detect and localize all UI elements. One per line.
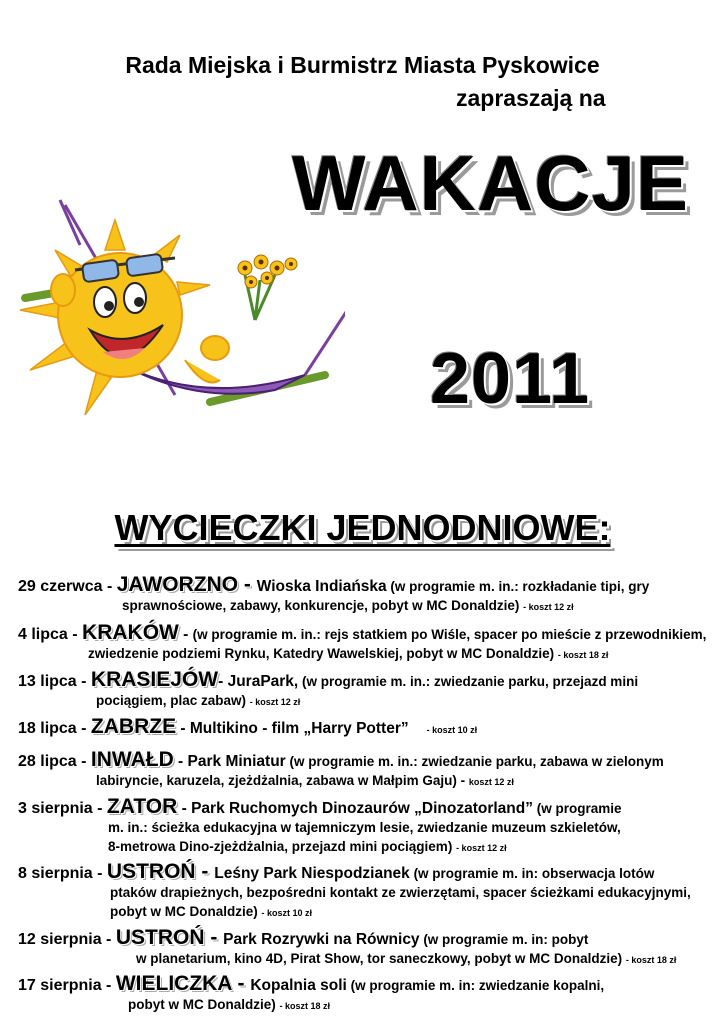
trip-desc-cont: m. in.: ścieżka edukacyjna w tajemniczym lesie, zwiedzanie muzeum szkieletów, bbox=[108, 820, 621, 835]
trip-desc-cont: zwiedzenie podziemi Rynku, Katedry Wawelskiej, pobyt w MC Donaldzie) bbox=[88, 646, 558, 661]
trip-desc: (w programie bbox=[533, 801, 622, 816]
trip-attraction: - Multikino - film „Harry Potter” bbox=[176, 720, 409, 737]
trip-attraction: Wioska Indiańska bbox=[256, 578, 387, 595]
trip-desc-cont: ptaków drapieżnych, bezpośredni kontakt ze zwierzętami, spacer ścieżkami edukacyjnymi, bbox=[110, 885, 691, 900]
trip-item bbox=[18, 575, 718, 617]
trip-attraction: Park Rozrywki na Równicy bbox=[223, 931, 420, 948]
trip-attraction: - Park Miniatur bbox=[173, 753, 286, 770]
trip-desc: (w programie m. in.: rejs statkiem po Wiśle, spacer po mieście z przewodnikiem, bbox=[192, 627, 707, 642]
trip-attraction: - Park Ruchomych Dinozaurów „Dinozatorland” bbox=[177, 800, 533, 817]
trip-attraction: - bbox=[178, 626, 193, 643]
organizer-line: Rada Miejska i Burmistrz Miasta Pyskowice bbox=[125, 52, 600, 78]
trip-item bbox=[18, 974, 718, 1016]
trip-price: - koszt 12 zł bbox=[456, 843, 507, 853]
trip-date: 3 sierpnia - bbox=[18, 800, 107, 817]
trip-item bbox=[18, 797, 718, 858]
trip-desc-cont: pociągiem, plac zabaw) bbox=[96, 693, 250, 708]
trip-date: 8 sierpnia - bbox=[18, 865, 107, 882]
trip-desc-cont: labiryncie, karuzela, zjeżdżalnia, zabawa w Małpim Gaju) - bbox=[96, 773, 469, 788]
trip-place: JAWORZNO - bbox=[116, 573, 257, 596]
section-title: WYCIECZKI JEDNODNIOWE: bbox=[114, 507, 611, 548]
trip-date: 28 lipca - bbox=[18, 753, 91, 770]
trip-desc: (w programie m. in.: rozkładanie tipi, gry bbox=[386, 579, 650, 594]
trip-price: - koszt 10 zł bbox=[261, 908, 313, 918]
trip-item bbox=[18, 928, 718, 970]
trip-place: KRAKÓW bbox=[82, 621, 179, 644]
trip-attraction: - JuraPark, bbox=[218, 673, 299, 690]
trip-price: - koszt 18 zł bbox=[625, 955, 677, 965]
trip-desc-cont: 8-metrowa Dino-zjeżdżalnia, przejazd mini pociągiem) bbox=[108, 839, 457, 854]
trip-price: - koszt 18 zł bbox=[557, 650, 609, 660]
trip-place: WIELICZKA - bbox=[115, 972, 251, 995]
trip-desc-cont: sprawnościowe, zabawy, konkurencje, pobyt w MC Donaldzie) bbox=[122, 598, 524, 613]
trip-date: 29 czerwca - bbox=[18, 578, 117, 595]
trip-attraction: Leśny Park Niespodzianek bbox=[214, 865, 410, 882]
invite-line: zapraszają na bbox=[456, 85, 606, 111]
trip-price: - koszt 12 zł bbox=[523, 602, 574, 612]
trip-date: 13 lipca - bbox=[18, 673, 91, 690]
trip-desc-cont: pobyt w MC Donaldzie) bbox=[128, 997, 280, 1012]
trip-date: 12 sierpnia - bbox=[18, 931, 116, 948]
sun-hammock-illustration bbox=[5, 190, 345, 425]
trip-price: - koszt 18 zł bbox=[279, 1001, 331, 1011]
trip-date: 17 sierpnia - bbox=[18, 977, 116, 994]
trip-item bbox=[18, 862, 718, 923]
trip-price: - koszt 10 zł bbox=[426, 725, 478, 735]
trip-place: USTROŃ - bbox=[106, 860, 215, 883]
trip-place: ZABRZE bbox=[90, 715, 177, 738]
trip-desc: (w programie m. in: pobyt bbox=[419, 932, 589, 947]
trip-date: 18 lipca - bbox=[18, 720, 91, 737]
trip-place: INWAŁD bbox=[90, 748, 174, 771]
trip-date: 4 lipca - bbox=[18, 626, 83, 643]
trip-desc-cont: w planetarium, kino 4D, Pirat Show, tor saneczkowy, pobyt w MC Donaldzie) bbox=[136, 951, 626, 966]
trip-desc: (w programie m. in: zwiedzanie kopalni, bbox=[346, 978, 605, 993]
trip-place: ZATOR bbox=[106, 795, 178, 818]
trip-item bbox=[18, 623, 718, 665]
trip-item bbox=[18, 670, 718, 712]
trip-attraction: Kopalnia soli bbox=[250, 977, 347, 994]
trip-price: - koszt 12 zł bbox=[249, 697, 301, 707]
trip-desc: (w programie m. in.: zwiedzanie parku, zabawa w zielonym bbox=[285, 754, 664, 769]
year-title: 2011 bbox=[430, 339, 591, 419]
trip-item bbox=[18, 717, 718, 740]
trip-price: koszt 12 zł bbox=[468, 777, 514, 787]
trip-desc: (w programie m. in: obserwacja lotów bbox=[409, 866, 655, 881]
trip-place: KRASIEJÓW bbox=[90, 668, 219, 691]
trip-desc-cont: pobyt w MC Donaldzie) bbox=[110, 904, 262, 919]
main-title: WAKACJE bbox=[292, 139, 690, 227]
trip-place: USTROŃ - bbox=[115, 926, 224, 949]
trip-item bbox=[18, 750, 718, 792]
trip-desc: (w programie m. in.: zwiedzanie parku, przejazd mini bbox=[298, 674, 639, 689]
